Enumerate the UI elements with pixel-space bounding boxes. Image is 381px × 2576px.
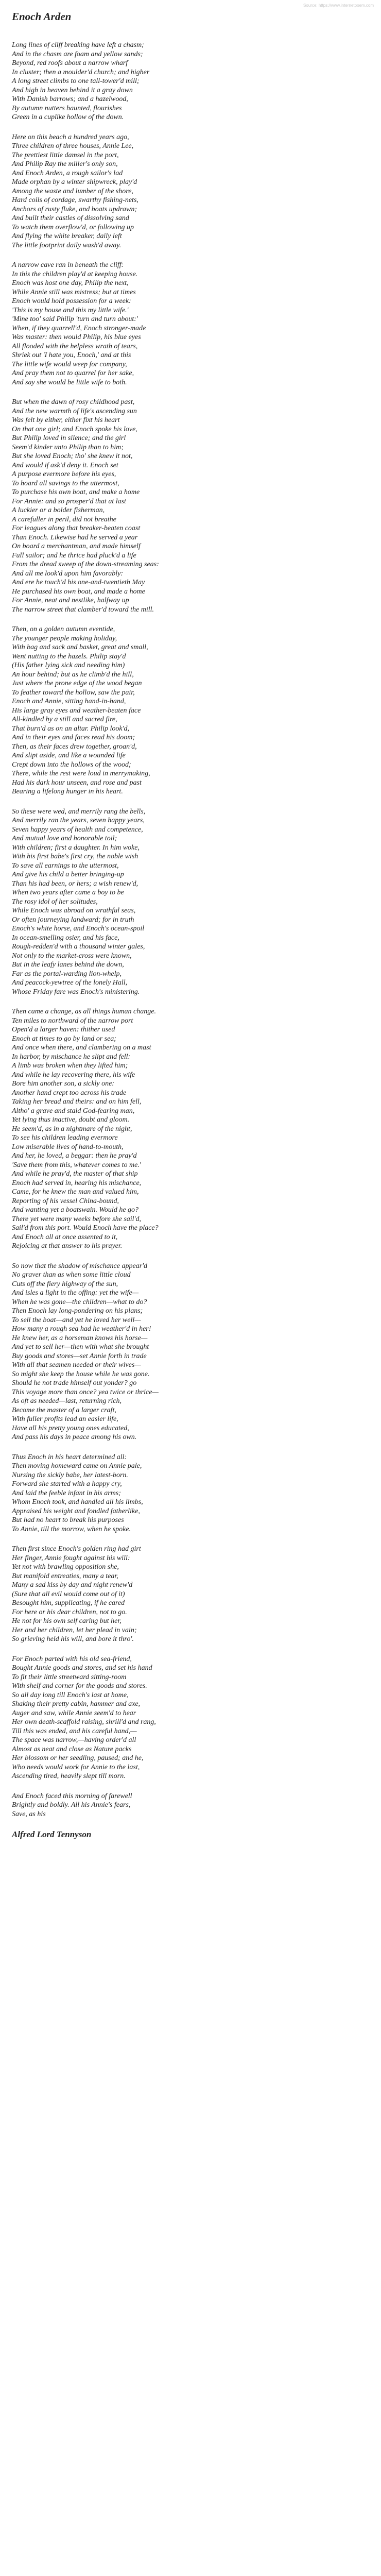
poem-line: Then, as their faces drew together, groan'd,	[12, 742, 137, 751]
poem-line: Thus Enoch in his heart determined all:	[12, 1453, 127, 1461]
poem-line: So all day long till Enoch's last at home,	[12, 1691, 129, 1699]
poem-line: The little wife would weep for company,	[12, 360, 127, 368]
poem-line: So these were wed, and merrily rang the bells,	[12, 807, 146, 816]
poem-line: With children; first a daughter. In him woke,	[12, 843, 140, 852]
poem-line: Besought him, supplicating, if he cared	[12, 1599, 125, 1607]
author-name[interactable]: Alfred Lord Tennyson	[12, 1829, 92, 1839]
poem-line: Then, on a golden autumn eventide,	[12, 625, 115, 633]
poem-line: Enoch and Annie, sitting hand-in-hand,	[12, 698, 126, 705]
poem-line: 'Mine too' said Philip 'turn and turn about:'	[12, 315, 138, 323]
poem-line: Reporting of his vessel China-bound,	[12, 1197, 119, 1205]
poem-line: Her finger, Annie fought against his will:	[12, 1554, 130, 1562]
poem-line: Full sailor; and he thrice had pluck'd a life	[12, 551, 136, 560]
poem-line: There, while the rest were loud in merrymaking,	[12, 770, 150, 777]
poem-line: The younger people making holiday,	[12, 634, 117, 642]
source-watermark: Source: https://www.internetpoem.com	[303, 3, 374, 8]
poem-line: Open'd a larger haven: thither used	[12, 1026, 115, 1033]
poem-line: Enoch at times to go by land or sea;	[12, 1035, 116, 1043]
poem-line: Sail'd from this port. Would Enoch have the place?	[12, 1224, 159, 1232]
poem-line: Yet lying thus inactive, doubt and gloom.	[12, 1116, 130, 1124]
poem-line: Then moving homeward came on Annie pale,	[12, 1462, 142, 1470]
poem-line: But in the leafy lanes behind the down,	[12, 961, 124, 969]
stanza	[12, 261, 369, 387]
poem-line: Appraised his weight and fondled fatherlike,	[12, 1507, 140, 1515]
poem-line: Enoch's white horse, and Enoch's ocean-spoil	[12, 925, 145, 933]
poem-line: A limb was broken when they lifted him;	[12, 1062, 128, 1070]
poem-line: When he was gone—the children—what to do?	[12, 1298, 147, 1306]
poem-line: Have all his pretty young ones educated,	[12, 1424, 129, 1432]
stanza	[12, 1453, 369, 1534]
poem-line: A narrow cave ran in beneath the cliff:	[12, 261, 124, 269]
poem-line: Low miserable lives of hand-to-mouth,	[12, 1143, 124, 1151]
stanza	[12, 398, 369, 614]
poem-line: Went nutting to the hazels. Philip stay'd	[12, 652, 126, 660]
stanza	[12, 1545, 369, 1644]
poem-line: All-kindled by a still and sacred fire,	[12, 716, 117, 723]
poem-line: With bag and sack and basket, great and small,	[12, 643, 148, 651]
poem-line: And ere he touch'd his one-and-twentieth May	[12, 579, 145, 586]
poem-line: Among the waste and lumber of the shore,	[12, 187, 133, 195]
poem-line: Who needs would work for Annie to the last,	[12, 1763, 140, 1771]
poem-line: Cuts off the fiery highway of the sun,	[12, 1280, 118, 1288]
poem-line: And give his child a better bringing-up	[12, 871, 124, 878]
stanza	[12, 1655, 369, 1781]
poem-line: 'This is my house and this my little wife.'	[12, 306, 129, 314]
poem-line: He knew her, as a horseman knows his horse—	[12, 1334, 148, 1342]
poem-line: Shaking their pretty cabin, hammer and axe,	[12, 1700, 141, 1708]
poem-line: Far as the portal-warding lion-whelp,	[12, 970, 122, 978]
poem-line: This voyage more than once? yea twice or thrice—	[12, 1388, 159, 1396]
poem-line: When two years after came a boy to be	[12, 889, 124, 896]
poem-line: For leagues along that breaker-beaten coast	[12, 524, 141, 532]
poem-line: He purchased his own boat, and made a home	[12, 587, 145, 596]
poem-line: Rejoicing at that answer to his prayer.	[12, 1242, 123, 1250]
poem-line: And while he pray'd, the master of that ship	[12, 1170, 138, 1178]
poem-line: To purchase his own boat, and make a home	[12, 488, 140, 496]
poem-line: That burn'd as on an altar. Philip look'd,	[12, 724, 130, 733]
poem-line: A luckier or a bolder fisherman,	[12, 506, 105, 514]
poem-line: Her blossom or her seedling, paused; and he,	[12, 1754, 144, 1762]
poem-line: To fit their little streetward sitting-room	[12, 1673, 127, 1681]
poem-line: As oft as needed—last, returning rich,	[12, 1397, 122, 1405]
poem-line: And pray them not to quarrel for her sake,	[12, 369, 134, 377]
poem-line: Her own death-scaffold raising, shrill'd and rang,	[12, 1718, 156, 1726]
poem-line: Beyond, red roofs about a narrow wharf	[12, 59, 128, 67]
poem-line: Auger and saw, while Annie seem'd to hear	[12, 1709, 136, 1717]
poem-line: Was felt by either, either fixt his heart	[12, 416, 120, 424]
poem-line: Rough-redden'd with a thousand winter gales,	[12, 943, 145, 951]
poem-line: Three children of three houses, Annie Lee,	[12, 142, 134, 150]
poem-line: To hoard all savings to the uttermost,	[12, 479, 119, 487]
poem-line: And peacock-yewtree of the lonely Hall,	[12, 979, 128, 987]
poem-line: Save, as his	[12, 1810, 46, 1818]
poem-line: Enoch had served in, hearing his mischance,	[12, 1179, 142, 1187]
poem-line: Ten miles to northward of the narrow port	[12, 1016, 133, 1025]
poem-line: And Enoch Arden, a rough sailor's lad	[12, 169, 123, 177]
poem-line: And in the chasm are foam and yellow sands;	[12, 50, 143, 58]
poem-line: With all that seamen needed or their wives—	[12, 1361, 141, 1369]
poem-line: Many a sad kiss by day and night renew'd	[12, 1581, 133, 1589]
poem-line: Till this was ended, and his careful hand,—	[12, 1727, 137, 1735]
poem-line: In harbor, by mischance he slipt and fell:	[12, 1053, 131, 1061]
poem-line: Had his dark hour unseen, and rose and past	[12, 778, 142, 787]
poem-line: (His father lying sick and needing him)	[12, 662, 125, 669]
poem-line: Hard coils of cordage, swarthy fishing-nets,	[12, 196, 138, 204]
poem-line: Taking her bread and theirs: and on him fell,	[12, 1098, 142, 1106]
poem-line: In cluster; then a moulder'd church; and higher	[12, 68, 150, 76]
poem-line: With fuller profits lead an easier life,	[12, 1415, 118, 1423]
poem-line: Made orphan by a winter shipwreck, play'd	[12, 178, 137, 186]
poem-line: And laid the feeble infant in his arms;	[12, 1489, 121, 1497]
poem-line: Buy goods and stores—set Annie forth in trade	[12, 1352, 147, 1360]
poem-line: Came, for he knew the man and valued him,	[12, 1188, 139, 1196]
poem-line: And her, he loved, a beggar: then he pray'd	[12, 1152, 137, 1160]
poem-line: And Philip Ray the miller's only son,	[12, 160, 118, 168]
poem-line: An hour behind; but as he climb'd the hill,	[12, 670, 134, 679]
stanza	[12, 1792, 369, 1819]
poem-line: And the new warmth of life's ascending sun	[12, 407, 137, 415]
poem-line: Just where the prone edge of the wood began	[12, 680, 142, 687]
poem-line: With his first babe's first cry, the noble wish	[12, 853, 138, 860]
poem-line: And Enoch all at once assented to it,	[12, 1233, 118, 1241]
poem-line: Almost as neat and close as Nature packs	[12, 1745, 132, 1753]
poem-line: Become the master of a larger craft,	[12, 1406, 116, 1414]
poem-line: And slipt aside, and like a wounded life	[12, 752, 126, 759]
poem-line: The narrow street that clamber'd toward the mill.	[12, 605, 154, 614]
poem-line: And once when there, and clambering on a mast	[12, 1044, 151, 1052]
poem-line: Long lines of cliff breaking have left a chasm;	[12, 41, 144, 49]
poem-line: The little footprint daily wash'd away.	[12, 241, 122, 249]
poem-line: Then first since Enoch's golden ring had girt	[12, 1545, 141, 1553]
poem-line: So grieving held his will, and bore it thro'.	[12, 1635, 134, 1643]
poem-line: Enoch was host one day, Philip the next,	[12, 279, 129, 287]
poem-line: A long street climbs to one tall-tower'd mill;	[12, 77, 140, 85]
poem-line: He seem'd, as in a nightmare of the night,	[12, 1125, 132, 1133]
poem-line: Seven happy years of health and competence,	[12, 825, 143, 834]
poem-line: Than Enoch. Likewise had he served a year	[12, 533, 138, 541]
poem-line: With Danish barrows; and a hazelwood,	[12, 95, 128, 103]
poem-line: From the dread sweep of the down-streaming seas:	[12, 561, 159, 568]
poem-line: So might she keep the house while he was gone.	[12, 1370, 150, 1378]
poem-line: To see his children leading evermore	[12, 1134, 118, 1142]
poem-line: All flooded with the helpless wrath of tears,	[12, 342, 138, 350]
poem-line: To feather toward the hollow, saw the pair,	[12, 688, 135, 697]
poem-line: And wanting yet a boatswain. Would he go?	[12, 1206, 139, 1214]
poem-line: Anchors of rusty fluke, and boats updrawn;	[12, 205, 137, 213]
poem-line: Then Enoch lay long-pondering on his plans;	[12, 1307, 143, 1315]
poem-line: Seem'd kinder unto Philip than to him;	[12, 443, 124, 451]
poem-line: With shelf and corner for the goods and stores.	[12, 1682, 147, 1690]
poem-line: For Enoch parted with his old sea-friend,	[12, 1655, 132, 1663]
stanza	[12, 807, 369, 997]
poem-line: Her and her children, let her plead in vain;	[12, 1626, 137, 1634]
poem-line: Green in a cuplike hollow of the down.	[12, 113, 124, 121]
poem-line: Yet not with brawling opposition she,	[12, 1563, 119, 1571]
poem-body	[12, 41, 369, 1819]
poem-line: Brightly and boldly. All his Annie's fears,	[12, 1801, 131, 1809]
poem-line: To sell the boat—and yet he loved her well—	[12, 1316, 141, 1324]
poem-line: Altho' a grave and staid God-fearing man,	[12, 1107, 135, 1115]
stanza	[12, 1007, 369, 1251]
poem-line: In ocean-smelling osier, and his face,	[12, 934, 119, 942]
poem-line: 'Save them from this, whatever comes to me.'	[12, 1161, 141, 1169]
poem-line: A carefuller in peril, did not breathe	[12, 515, 116, 523]
poem-line: His large gray eyes and weather-beaten face	[12, 706, 141, 715]
poem-line: To Annie, till the morrow, when he spoke.	[12, 1525, 131, 1533]
poem-line: And while he lay recovering there, his wife	[12, 1071, 135, 1079]
stanza	[12, 625, 369, 796]
poem-line: And built their castles of dissolving sand	[12, 214, 129, 222]
poem-line: But she loved Enoch; tho' she knew it not,	[12, 452, 133, 460]
poem-line: Enoch would hold possession for a week:	[12, 297, 131, 305]
poem-line: Another hand crept too across his trade	[12, 1089, 127, 1097]
poem-line: Ascending tired, heavily slept till morn.	[12, 1772, 126, 1780]
poem-line: Should he not trade himself out yonder? go	[12, 1379, 137, 1387]
poem-line: To watch them overflow'd, or following up	[12, 223, 134, 231]
poem-line: And isles a light in the offing: yet the wife—	[12, 1289, 139, 1297]
poem-line: But Philip loved in silence; and the girl	[12, 434, 126, 442]
poem-line: Whom Enoch took, and handled all his limbs,	[12, 1498, 143, 1506]
poem-line: And in their eyes and faces read his doom;	[12, 734, 135, 741]
poem-line: While Enoch was abroad on wrathful seas,	[12, 907, 136, 914]
poem-line: On board a merchantman, and made himself	[12, 543, 141, 550]
poem-line: And mutual love and honorable toil;	[12, 835, 117, 842]
poem-line: Or often journeying landward; for in truth	[12, 916, 134, 924]
poem-line: Forward she started with a happy cry,	[12, 1480, 122, 1488]
poem-line: And would if ask'd deny it. Enoch set	[12, 461, 118, 469]
poem-line: Bearing a lifelong hunger in his heart.	[12, 788, 123, 795]
poem-line: He not for his own self caring but her,	[12, 1617, 122, 1625]
stanza	[12, 133, 369, 250]
poem-line: Bore him another son, a sickly one:	[12, 1080, 114, 1088]
poem-line: In this the children play'd at keeping house.	[12, 270, 138, 278]
poem-line: While Annie still was mistress; but at times	[12, 288, 136, 296]
poem-line: The prettiest little damsel in the port,	[12, 151, 119, 159]
poem-line: And flying the white breaker, daily left	[12, 232, 122, 240]
poem-line: And Enoch faced this morning of farewell	[12, 1792, 132, 1800]
poem-line: The rosy idol of her solitudes,	[12, 897, 98, 906]
poem-line: Bought Annie goods and stores, and set his hand	[12, 1664, 152, 1672]
poem-line: For Annie, neat and nestlike, halfway up	[12, 597, 129, 604]
poem-line: Crept down into the hollows of the wood;	[12, 760, 131, 769]
poem-line: Was master: then would Philip, his blue eyes	[12, 333, 141, 341]
poem-line: For Annie: and so prosper'd that at last	[12, 497, 126, 505]
poem-line: But had no heart to break his purposes	[12, 1516, 124, 1524]
poem-line: Then came a change, as all things human change.	[12, 1008, 156, 1015]
poem-line: Whose Friday fare was Enoch's ministering.	[12, 988, 140, 996]
stanza	[12, 41, 369, 122]
poem-title: Enoch Arden	[12, 10, 72, 23]
poem-line: When, if they quarrell'd, Enoch stronger-made	[12, 324, 146, 332]
poem-line: By autumn nutters haunted, flourishes	[12, 104, 122, 112]
poem-line: And merrily ran the years, seven happy years,	[12, 817, 145, 824]
poem-line: And high in heaven behind it a gray down	[12, 86, 133, 94]
poem-line: No graver than as when some little cloud	[12, 1271, 131, 1279]
poem-line: But manifold entreaties, many a tear,	[12, 1572, 118, 1580]
poem-line: Shriek out 'I hate you, Enoch,' and at this	[12, 351, 131, 359]
poem-line: The space was narrow,—having order'd all	[12, 1736, 136, 1744]
poem-line: And all me look'd upon him favorably:	[12, 569, 124, 578]
poem-line: But when the dawn of rosy childhood past,	[12, 398, 135, 406]
poem-line: On that one girl; and Enoch spoke his love,	[12, 425, 137, 433]
poem-line: For here or his dear children, not to go.	[12, 1608, 127, 1616]
poem-line: There yet were many weeks before she sail'd,	[12, 1215, 142, 1223]
poem-line: So now that the shadow of mischance appear'd	[12, 1262, 148, 1270]
poem-line: Nursing the sickly babe, her latest-born.	[12, 1471, 128, 1479]
poem-line: And yet to sell her—then with what she brought	[12, 1343, 149, 1351]
poem-line: To save all earnings to the uttermost,	[12, 861, 119, 870]
poem-line: Here on this beach a hundred years ago,	[12, 133, 129, 141]
poem-line: (Sure that all evil would come out of it)	[12, 1590, 125, 1598]
poem-line: Than his had been, or hers; a wish renew'd,	[12, 879, 138, 888]
poem-line: And pass his days in peace among his own.	[12, 1433, 137, 1441]
poem-line: And say she would be little wife to both.	[12, 378, 127, 386]
poem-line: Not only to the market-cross were known,	[12, 952, 132, 960]
stanza	[12, 1262, 369, 1442]
poem-line: How many a rough sea had he weather'd in her!	[12, 1325, 151, 1333]
poem-line: A purpose evermore before his eyes,	[12, 470, 116, 478]
